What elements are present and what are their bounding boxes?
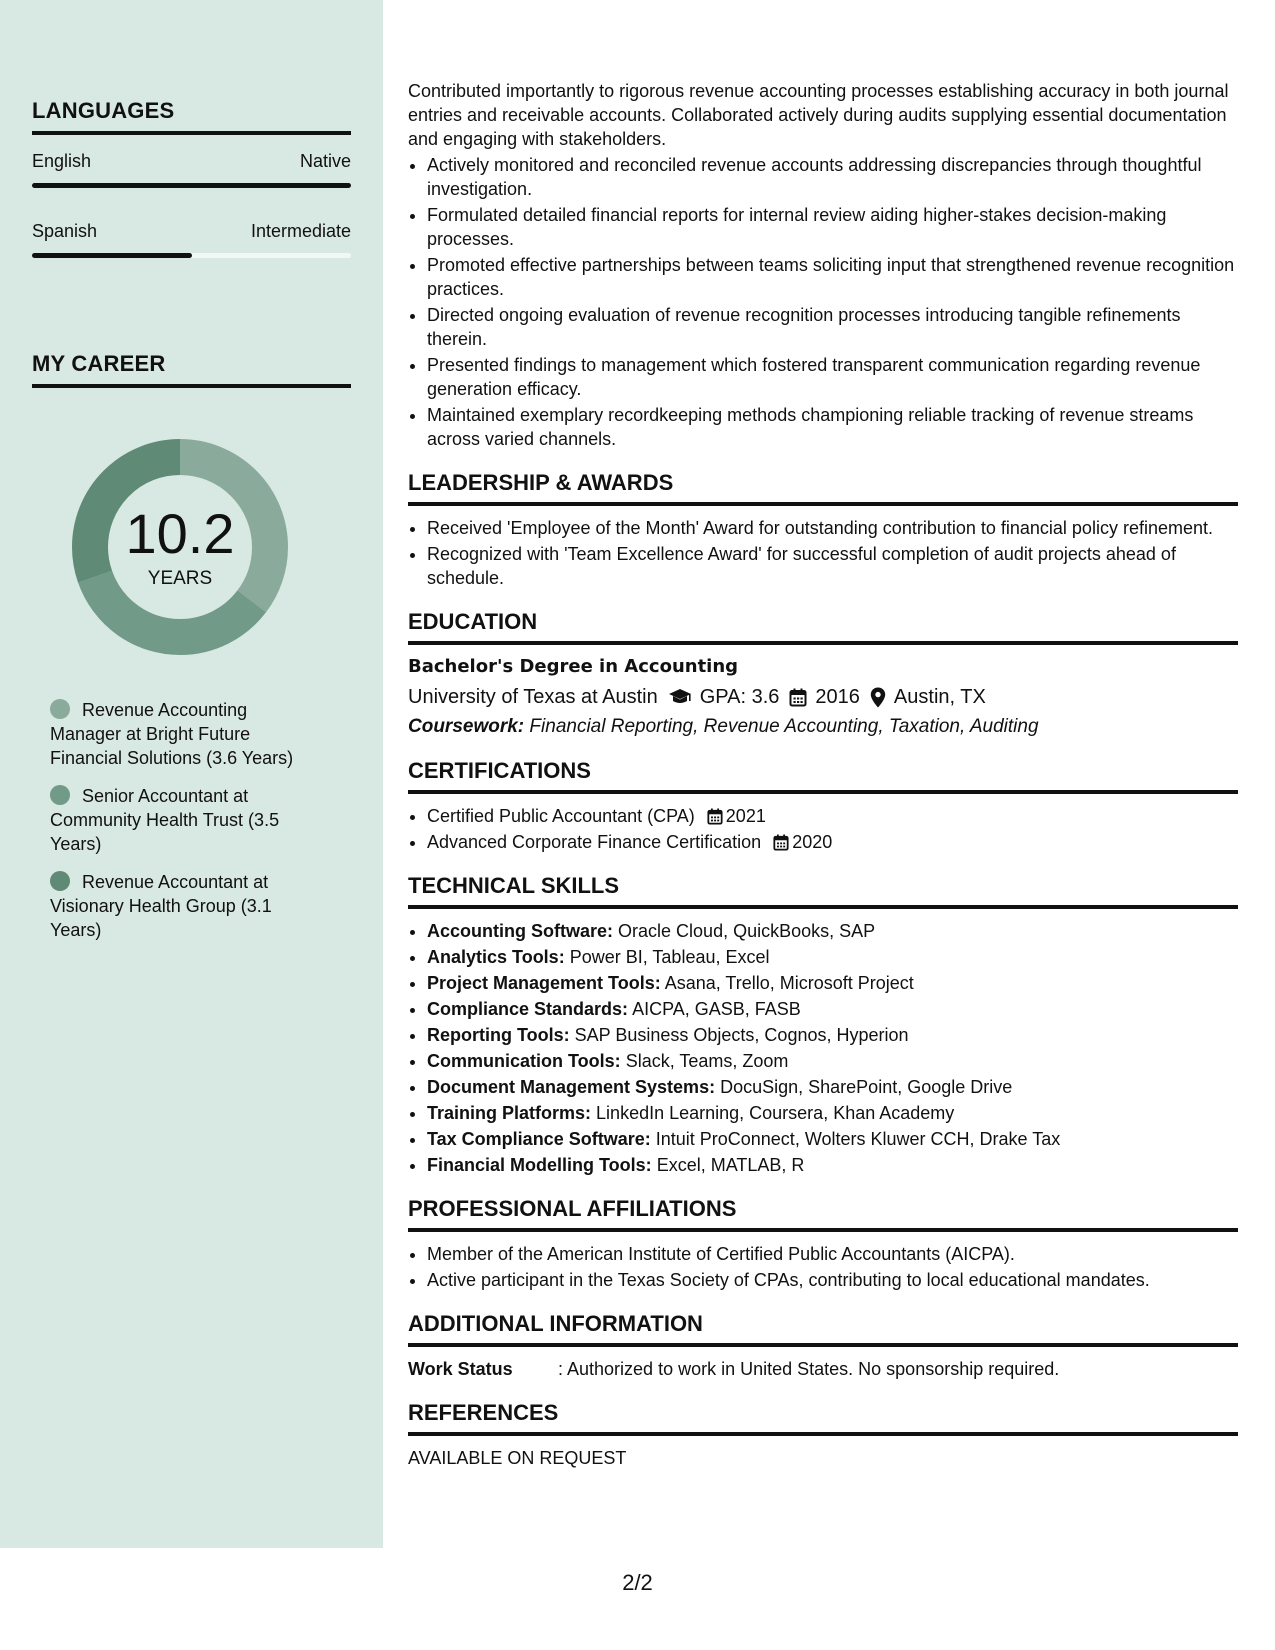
leadership-item: • Received 'Employee of the Month' Award for outstanding contribution to financial policy refinement. bbox=[427, 516, 1238, 540]
affiliations-heading: PROFESSIONAL AFFILIATIONS bbox=[408, 1195, 1238, 1232]
career-years-unit: YEARS bbox=[147, 568, 213, 589]
career-donut-chart bbox=[65, 432, 295, 662]
certification-name: Certified Public Accountant (CPA) bbox=[427, 806, 695, 826]
education-details bbox=[408, 685, 1238, 709]
skill-label: Tax Compliance Software: bbox=[427, 1129, 651, 1149]
certification-year: 2020 bbox=[792, 832, 833, 852]
language-entry bbox=[32, 221, 351, 275]
experience-bullet: • Actively monitored and reconciled revenue accounts addressing discrepancies through thoughtful investigation. bbox=[427, 153, 1238, 201]
experience-bullet: • Maintained exemplary recordkeeping methods championing reliable tracking of revenue streams across varied channels. bbox=[427, 403, 1238, 451]
map-pin-icon bbox=[870, 687, 886, 708]
work-status-label: Work Status bbox=[408, 1359, 513, 1379]
leadership-item: • Recognized with 'Team Excellence Award' for successful completion of audit projects ahead of schedule. bbox=[427, 542, 1238, 590]
legend-text: Revenue Accountant at Visionary Health Group (3.1 Years) bbox=[50, 872, 272, 940]
language-name: English bbox=[32, 151, 92, 171]
calendar-icon bbox=[707, 808, 723, 825]
education-gpa: GPA: 3.6 bbox=[699, 686, 780, 708]
experience-bullets bbox=[408, 153, 1238, 451]
language-proficiency-bar bbox=[32, 183, 351, 188]
affiliation-item: • Active participant in the Texas Society of CPAs, contributing to local educational mandates. bbox=[427, 1268, 1238, 1292]
languages-heading: LANGUAGES bbox=[32, 98, 351, 135]
skill-item bbox=[427, 1023, 1238, 1047]
calendar-icon bbox=[773, 834, 789, 851]
experience-bullet: • Formulated detailed financial reports for internal review aiding higher-stakes decision-making processes. bbox=[427, 203, 1238, 251]
skill-label: Training Platforms: bbox=[427, 1103, 592, 1123]
skill-item bbox=[427, 997, 1238, 1021]
career-heading: MY CAREER bbox=[32, 351, 351, 388]
skill-value: Oracle Cloud, QuickBooks, SAP bbox=[618, 921, 876, 941]
legend-text: Revenue Accounting Manager at Bright Future Financial Solutions (3.6 Years) bbox=[50, 700, 294, 768]
references-heading: REFERENCES bbox=[408, 1399, 1238, 1436]
affiliation-item: • Member of the American Institute of Certified Public Accountants (AICPA). bbox=[427, 1242, 1238, 1266]
skill-item bbox=[427, 1101, 1238, 1125]
skill-label: Compliance Standards: bbox=[427, 999, 629, 1019]
work-status-row bbox=[408, 1357, 1238, 1381]
language-proficiency-fill bbox=[32, 183, 351, 188]
career-total-years: 10.2 bbox=[125, 502, 235, 565]
skill-value: Intuit ProConnect, Wolters Kluwer CCH, Drake Tax bbox=[655, 1129, 1061, 1149]
skill-label: Project Management Tools: bbox=[427, 973, 661, 993]
experience-bullet: • Presented findings to management which fostered transparent communication regarding revenue generation efficacy. bbox=[427, 353, 1238, 401]
certifications-heading: CERTIFICATIONS bbox=[408, 757, 1238, 794]
skill-value: Excel, MATLAB, R bbox=[656, 1155, 805, 1175]
skill-item bbox=[427, 1153, 1238, 1177]
skill-label: Communication Tools: bbox=[427, 1051, 621, 1071]
skill-item bbox=[427, 1075, 1238, 1099]
work-status-value: : Authorized to work in United States. No sponsorship required. bbox=[558, 1359, 1060, 1379]
education-coursework bbox=[408, 715, 1238, 739]
certification-name: Advanced Corporate Finance Certification bbox=[427, 832, 762, 852]
legend-text: Senior Accountant at Community Health Trust (3.5 Years) bbox=[50, 786, 280, 854]
skills-list bbox=[408, 919, 1238, 1177]
additional-info-heading: ADDITIONAL INFORMATION bbox=[408, 1310, 1238, 1347]
calendar-icon bbox=[789, 688, 807, 707]
skill-item bbox=[427, 919, 1238, 943]
main-content bbox=[408, 79, 1238, 1470]
language-level: Intermediate bbox=[250, 221, 351, 241]
language-entry bbox=[32, 151, 351, 205]
page-number: 2/2 bbox=[622, 1570, 653, 1595]
skills-heading: TECHNICAL SKILLS bbox=[408, 872, 1238, 909]
language-proficiency-fill bbox=[32, 253, 192, 258]
coursework-label: Coursework: bbox=[408, 716, 525, 737]
skill-item bbox=[427, 971, 1238, 995]
career-legend-item bbox=[50, 698, 320, 770]
education-degree: Bachelor's Degree in Accounting bbox=[408, 656, 739, 677]
education-school: University of Texas at Austin bbox=[408, 686, 658, 708]
skill-label: Document Management Systems: bbox=[427, 1077, 716, 1097]
career-donut-center bbox=[65, 432, 295, 662]
experience-bullet: • Promoted effective partnerships between teams soliciting input that strengthened revenue recognition practices. bbox=[427, 253, 1238, 301]
legend-dot bbox=[50, 871, 70, 891]
language-proficiency-bar bbox=[32, 253, 351, 258]
coursework-list: Financial Reporting, Revenue Accounting, Taxation, Auditing bbox=[529, 716, 1039, 737]
sidebar bbox=[0, 0, 383, 1548]
language-level: Native bbox=[299, 151, 351, 171]
career-legend-item bbox=[50, 784, 320, 856]
sidebar-content bbox=[32, 98, 351, 956]
education-year: 2016 bbox=[815, 686, 860, 708]
certification-year: 2021 bbox=[725, 806, 766, 826]
certification-item bbox=[427, 804, 1238, 828]
affiliations-list bbox=[408, 1242, 1238, 1292]
language-name: Spanish bbox=[32, 221, 98, 241]
legend-dot bbox=[50, 785, 70, 805]
leadership-list bbox=[408, 516, 1238, 590]
references-text: AVAILABLE ON REQUEST bbox=[408, 1448, 627, 1468]
skill-item bbox=[427, 1049, 1238, 1073]
skill-label: Reporting Tools: bbox=[427, 1025, 570, 1045]
skill-label: Accounting Software: bbox=[427, 921, 614, 941]
certification-item bbox=[427, 830, 1238, 854]
education-location: Austin, TX bbox=[893, 686, 986, 708]
experience-summary: Contributed importantly to rigorous revenue accounting processes establishing accuracy in both journal entries and receivable accounts. Collaborated actively during audits supplying essential documentation and engaging with stakeholders. bbox=[408, 81, 1229, 149]
skill-value: SAP Business Objects, Cognos, Hyperion bbox=[574, 1025, 909, 1045]
skill-item bbox=[427, 1127, 1238, 1151]
certifications-list bbox=[408, 804, 1238, 854]
skill-value: Power BI, Tableau, Excel bbox=[569, 947, 770, 967]
skill-value: AICPA, GASB, FASB bbox=[632, 999, 801, 1019]
career-legend-item bbox=[50, 870, 320, 942]
skill-value: Slack, Teams, Zoom bbox=[625, 1051, 789, 1071]
career-legend bbox=[50, 698, 320, 942]
skill-label: Financial Modelling Tools: bbox=[427, 1155, 652, 1175]
leadership-heading: LEADERSHIP & AWARDS bbox=[408, 469, 1238, 506]
graduation-cap-icon bbox=[668, 688, 692, 706]
skill-label: Analytics Tools: bbox=[427, 947, 565, 967]
legend-dot bbox=[50, 699, 70, 719]
education-heading: EDUCATION bbox=[408, 608, 1238, 645]
skill-value: LinkedIn Learning, Coursera, Khan Academy bbox=[596, 1103, 955, 1123]
skill-value: DocuSign, SharePoint, Google Drive bbox=[720, 1077, 1013, 1097]
skill-value: Asana, Trello, Microsoft Project bbox=[664, 973, 914, 993]
experience-bullet: • Directed ongoing evaluation of revenue recognition processes introducing tangible refinements therein. bbox=[427, 303, 1238, 351]
skill-item bbox=[427, 945, 1238, 969]
